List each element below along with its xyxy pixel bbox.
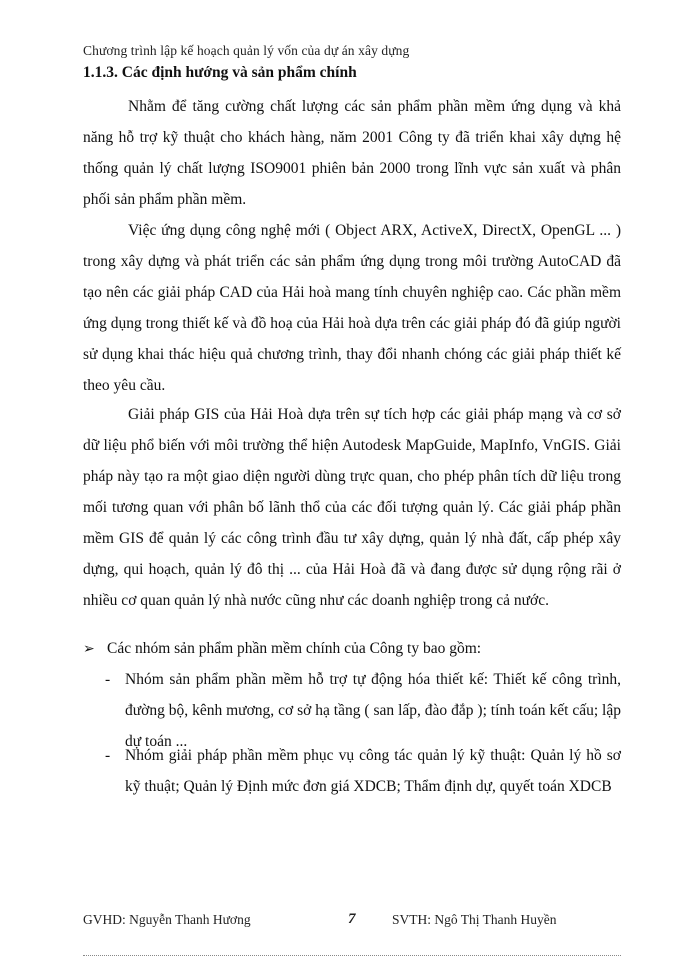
page-number: 7: [348, 911, 356, 927]
arrow-bullet-icon: ➢: [83, 642, 95, 657]
section-heading: 1.1.3. Các định hướng và sản phẩm chính: [83, 64, 357, 81]
bullet-intro-text: Các nhóm sản phẩm phần mềm chính của Công ty bao gồm:: [107, 640, 482, 657]
paragraph-iso: Nhằm để tăng cường chất lượng các sản phẩm phần mềm ứng dụng và khả năng hỗ trợ kỹ thuật cho khách hàng, năm 2001 Công ty đã triển khai xây dựng hệ thống quản lý chất lượng ISO9001 phiên bản 2000 trong lĩnh vực sản xuất và phân phối sản phẩm phần mềm.: [83, 98, 621, 208]
bullet-intro: [83, 633, 481, 665]
footer-student: SVTH: Ngô Thị Thanh Huyền: [392, 912, 557, 927]
dash-bullet: -: [105, 747, 111, 764]
footer-advisor: GVHD: Nguyễn Thanh Hương: [83, 912, 251, 927]
list-item: [105, 740, 621, 802]
list-item-text: Nhóm giải pháp phần mềm phục vụ công tác quản lý kỹ thuật: Quản lý hồ sơ kỹ thuật; Quản lý Định mức đơn giá XDCB; Thẩm định dự, quyết toán XDCB: [125, 747, 621, 795]
footer-divider: [83, 955, 621, 956]
paragraph-gis: Giải pháp GIS của Hải Hoà dựa trên sự tích hợp các giải pháp mạng và cơ sở dữ liệu phổ biến với môi trường thể hiện Autodesk MapGuide, MapInfo, VnGIS. Giải pháp này tạo ra một giao diện người dùng trực quan, cho phép phân tích dữ liệu trong mối tương quan với phân bố lãnh thổ của các đối tượng quản lý. Các giải pháp phần mềm GIS để quản lý các công trình đầu tư xây dựng, quản lý nhà đất, cấp phép xây dựng, qui hoạch, quản lý đô thị ... của Hải Hoà đã và đang được sử dụng rộng rãi ở nhiều cơ quan quản lý nhà nước cũng như các doanh nghiệp trong cả nước.: [83, 406, 621, 609]
dash-bullet: -: [105, 671, 111, 688]
paragraph-cad: Việc ứng dụng công nghệ mới ( Object ARX, ActiveX, DirectX, OpenGL ... ) trong xây dựng và phát triển các sản phẩm ứng dụng trong môi trường AutoCAD đã tạo nên các giải pháp CAD của Hải hoà mang tính chuyên nghiệp cao. Các phần mềm ứng dụng trong thiết kế và đồ hoạ của Hải hoà dựa trên các giải pháp đó đã giúp người sử dụng khai thác hiệu quả chương trình, thay đổi nhanh chóng các giải pháp thiết kế theo yêu cầu.: [83, 222, 621, 394]
page-header: Chương trình lập kế hoạch quản lý vốn của dự án xây dựng: [83, 43, 410, 58]
list-item-text: Nhóm sản phẩm phần mềm hỗ trợ tự động hóa thiết kế: Thiết kế công trình, đường bộ, kênh mương, cơ sở hạ tầng ( san lấp, đào đắp ); tính toán kết cấu; lập dự toán ...: [125, 671, 621, 750]
